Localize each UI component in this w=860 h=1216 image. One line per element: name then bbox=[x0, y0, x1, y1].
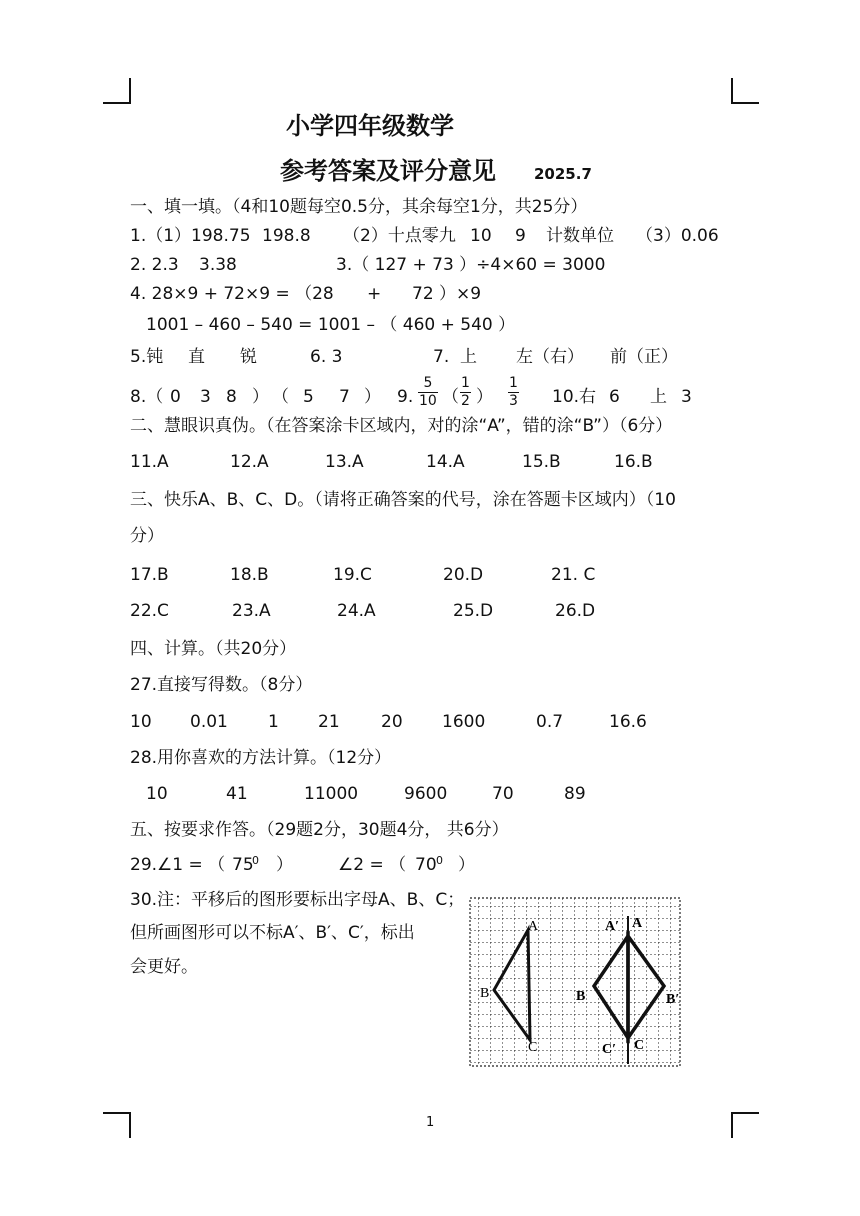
corner-mark-top-left bbox=[103, 78, 131, 104]
q27-heading: 27.直接写得数。（8分） bbox=[130, 675, 313, 695]
date-label: 2025.7 bbox=[534, 165, 592, 183]
q27-answer: 20 bbox=[381, 712, 403, 732]
q1-part1: 1.（1）198.75 bbox=[130, 226, 251, 246]
q5-answer-2: 直 bbox=[188, 347, 205, 367]
answer-q13: 13.A bbox=[325, 452, 364, 472]
q28-answer: 89 bbox=[564, 784, 586, 804]
q4-line1: 4. 28×9 + 72×9 = （28 bbox=[130, 284, 334, 304]
answer-q15: 15.B bbox=[522, 452, 561, 472]
q28-answer: 11000 bbox=[304, 784, 359, 804]
q9-fraction-1-numerator: 5 bbox=[423, 375, 433, 391]
label-C-translated: C bbox=[634, 1038, 645, 1053]
q10-answer-1: 10.右 bbox=[552, 387, 597, 407]
q3-answer: 3.（ 127 + 73 ）÷4×60 = 3000 bbox=[336, 255, 606, 275]
q4-close: 72 ）×9 bbox=[412, 284, 482, 304]
q27-answer: 16.6 bbox=[609, 712, 647, 732]
q8-digit-4: 5 bbox=[303, 387, 314, 407]
q8-digit-3: 8 bbox=[226, 387, 237, 407]
q9-fraction-1 bbox=[418, 376, 438, 409]
q10-answer-3: 上 bbox=[650, 387, 667, 407]
q10-answer-2: 6 bbox=[609, 387, 620, 407]
q28-answer: 70 bbox=[492, 784, 514, 804]
q27-answer: 1 bbox=[268, 712, 279, 732]
q27-answer: 1600 bbox=[442, 712, 486, 732]
q1-answer-5: 计数单位 bbox=[546, 226, 614, 246]
answer-q12: 12.A bbox=[230, 452, 269, 472]
label-A-prime: A′ bbox=[605, 919, 620, 934]
dotted-grid bbox=[470, 898, 680, 1066]
section5-heading: 五、按要求作答。（29题2分，30题4分， 共6分） bbox=[130, 820, 509, 840]
q9-open: （ bbox=[442, 387, 459, 407]
section3-heading: 三、快乐A、B、C、D。（请将正确答案的代号，涂在答题卡区域内）（10 bbox=[130, 490, 676, 510]
translation-figure bbox=[466, 894, 684, 1070]
section3-heading-cont: 分） bbox=[130, 526, 164, 546]
q5-answer-3: 锐 bbox=[240, 347, 257, 367]
q9-fraction-1-denominator: 10 bbox=[419, 393, 437, 409]
q5-answer-1: 5.钝 bbox=[130, 347, 164, 367]
answer-q14: 14.A bbox=[426, 452, 465, 472]
q4-line2: 1001 – 460 – 540 = 1001 – （ 460 + 540 ） bbox=[146, 315, 516, 335]
q7-answer-3: 前（正） bbox=[610, 347, 678, 367]
corner-mark-top-right bbox=[731, 78, 759, 104]
q1-answer-2: 198.8 bbox=[262, 226, 311, 246]
q30-note-line1: 30.注：平移后的图形要标出字母A、B、C； bbox=[130, 890, 465, 910]
q30-note-line2: 但所画图形可以不标A′、B′、C′，标出 bbox=[130, 923, 415, 943]
page-title: 小学四年级数学 bbox=[286, 112, 454, 140]
q29-angle1-close: ） bbox=[276, 855, 293, 875]
q1-part3: （3）0.06 bbox=[636, 226, 719, 246]
label-B-translated: B bbox=[576, 989, 586, 1004]
q27-answer: 0.7 bbox=[536, 712, 564, 732]
q29-angle2-label: ∠2 = （ bbox=[338, 855, 407, 875]
answer-q20: 20.D bbox=[443, 565, 484, 585]
q9-fraction-3-denominator: 3 bbox=[509, 393, 518, 409]
q28-answer: 41 bbox=[226, 784, 248, 804]
q27-answer: 10 bbox=[130, 712, 152, 732]
q10-answer-4: 3 bbox=[681, 387, 692, 407]
label-B-prime: B′ bbox=[666, 992, 680, 1007]
q8-digit-1: 0 bbox=[170, 387, 181, 407]
q27-answer: 21 bbox=[318, 712, 340, 732]
q29-angle2-value: 70 bbox=[415, 855, 437, 875]
q7-answer-2: 左（右） bbox=[516, 347, 584, 367]
answer-q21: 21. C bbox=[551, 565, 596, 585]
q7-answer-1: 7. 上 bbox=[433, 347, 478, 367]
answer-q24: 24.A bbox=[337, 601, 376, 621]
answer-q11: 11.A bbox=[130, 452, 169, 472]
q8-digit-5: 7 bbox=[339, 387, 350, 407]
label-C: C bbox=[528, 1040, 538, 1055]
q2-answer-1: 2. 2.3 bbox=[130, 255, 179, 275]
q9-fraction-2 bbox=[460, 376, 471, 409]
q28-answer: 10 bbox=[146, 784, 168, 804]
section2-heading: 二、慧眼识真伪。（在答案涂卡区域内，对的涂“A”，错的涂“B”）（6分） bbox=[130, 416, 673, 436]
label-A: A bbox=[528, 919, 539, 934]
answer-q26: 26.D bbox=[555, 601, 596, 621]
q29-angle2-degree: 0 bbox=[436, 854, 443, 867]
q29-angle1-degree: 0 bbox=[252, 854, 259, 867]
page-subtitle: 参考答案及评分意见 bbox=[280, 157, 496, 185]
q9-fraction-2-numerator: 1 bbox=[461, 375, 470, 391]
answer-q23: 23.A bbox=[232, 601, 271, 621]
q8-close2: ） bbox=[364, 387, 381, 407]
q8-open1: 8.（ bbox=[130, 387, 164, 407]
section1-heading: 一、填一填。（4和10题每空0.5分，其余每空1分，共25分） bbox=[130, 197, 588, 217]
q27-answer: 0.01 bbox=[190, 712, 228, 732]
answer-q25: 25.D bbox=[453, 601, 494, 621]
q30-note-line3: 会更好。 bbox=[130, 957, 198, 977]
answer-q18: 18.B bbox=[230, 565, 269, 585]
corner-mark-bottom-left bbox=[103, 1112, 131, 1138]
q9-fraction-3-numerator: 1 bbox=[509, 375, 518, 391]
q29-angle2-close: ） bbox=[458, 855, 475, 875]
q29-angle1-value: 75 bbox=[232, 855, 254, 875]
q8-digit-2: 3 bbox=[200, 387, 211, 407]
q1-part2: （2）十点零九 bbox=[343, 226, 456, 246]
label-C-prime: C′ bbox=[602, 1042, 617, 1057]
label-A-translated: A bbox=[632, 916, 643, 931]
q9-fraction-3 bbox=[508, 376, 519, 409]
q29-angle1-label: 29.∠1 = （ bbox=[130, 855, 226, 875]
page-number: 1 bbox=[426, 1115, 435, 1130]
q9-close: ） bbox=[476, 387, 493, 407]
answer-q19: 19.C bbox=[333, 565, 372, 585]
q9-label: 9. bbox=[397, 387, 414, 407]
q9-fraction-2-denominator: 2 bbox=[461, 393, 470, 409]
answer-q16: 16.B bbox=[614, 452, 653, 472]
q1-answer-3: 10 bbox=[470, 226, 492, 246]
grid-svg bbox=[466, 894, 684, 1070]
q4-plus: + bbox=[367, 284, 382, 304]
section4-heading: 四、计算。（共20分） bbox=[130, 639, 297, 659]
q28-heading: 28.用你喜欢的方法计算。（12分） bbox=[130, 748, 392, 768]
q2-answer-2: 3.38 bbox=[199, 255, 237, 275]
q6-answer: 6. 3 bbox=[310, 347, 343, 367]
q28-answer: 9600 bbox=[404, 784, 448, 804]
q8-open2: （ bbox=[272, 387, 289, 407]
answer-q22: 22.C bbox=[130, 601, 169, 621]
corner-mark-bottom-right bbox=[731, 1112, 759, 1138]
answer-q17: 17.B bbox=[130, 565, 169, 585]
q1-answer-4: 9 bbox=[515, 226, 526, 246]
label-B: B bbox=[480, 986, 490, 1001]
q8-close1: ） bbox=[252, 387, 269, 407]
